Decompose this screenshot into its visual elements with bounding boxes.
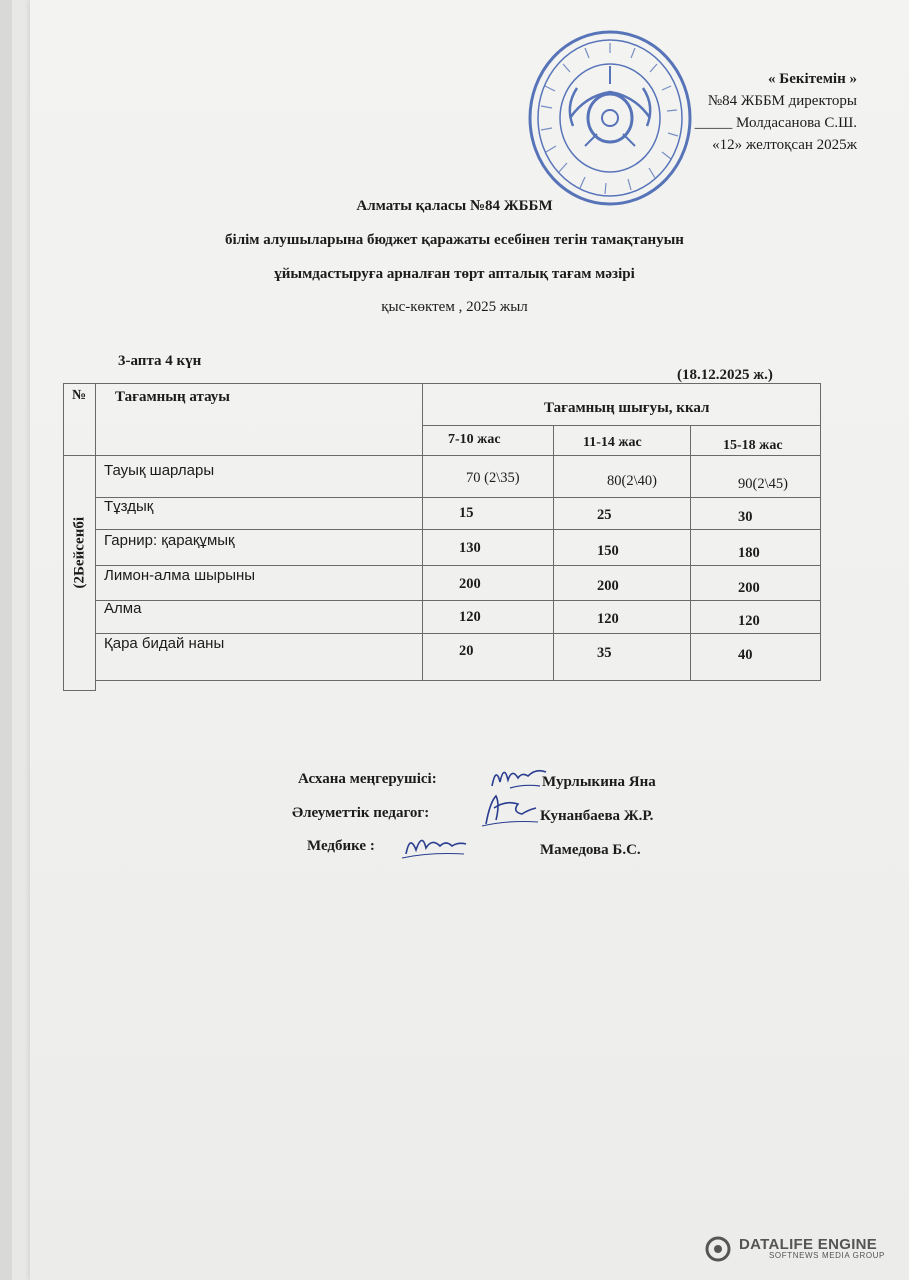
- kcal-15-18: 30: [738, 509, 753, 525]
- kcal-11-14: 150: [597, 543, 619, 559]
- approval-director-name: _____ Молдасанова С.Ш.: [694, 115, 857, 131]
- kcal-15-18: 90(2\45): [738, 476, 788, 492]
- signature-name-social-pedagogue: Кунанбаева Ж.Р.: [540, 808, 654, 824]
- column-header-age-11-14: 11-14 жас: [583, 435, 642, 450]
- kcal-7-10: 130: [459, 540, 481, 556]
- approval-position: №84 ЖББМ директоры: [707, 93, 857, 109]
- kcal-11-14: 120: [597, 611, 619, 627]
- dish-name: Тұздық: [104, 498, 154, 515]
- kcal-15-18: 120: [738, 613, 760, 629]
- dish-name: Қара бидай наны: [104, 635, 225, 652]
- handwritten-signature-nurse: [400, 828, 470, 864]
- column-header-age-15-18: 15-18 жас: [723, 438, 783, 453]
- weekday-label: (2Бейсенбі: [71, 516, 88, 589]
- dish-name: Тауық шарлары: [104, 462, 215, 479]
- document-title-school: Алматы қаласы №84 ЖББМ: [356, 198, 553, 214]
- kcal-11-14: 200: [597, 578, 619, 594]
- kcal-11-14: 25: [597, 507, 612, 523]
- watermark-subtitle: SOFTNEWS MEDIA GROUP: [768, 1251, 885, 1260]
- dish-name: Гарнир: қарақұмық: [104, 532, 235, 549]
- signature-name-canteen-head: Мурлыкина Яна: [542, 774, 656, 790]
- handwritten-signature-social-pedagogue: [478, 790, 542, 832]
- signature-role-nurse: Медбике :: [307, 838, 375, 854]
- kcal-7-10: 70 (2\35): [466, 470, 520, 486]
- document-season: қыс-көктем , 2025 жыл: [381, 299, 528, 315]
- document-title-line3: ұйымдастыруға арналған төрт апталық тағам мәзірі: [274, 266, 635, 282]
- kcal-7-10: 200: [459, 576, 481, 592]
- signature-role-social-pedagogue: Әлеуметтік педагог:: [292, 805, 430, 821]
- watermark: [739, 1236, 885, 1260]
- week-day-label: 3-апта 4 күн: [118, 353, 202, 369]
- signature-role-canteen-head: Асхана меңгерушісі:: [298, 771, 437, 787]
- document-title-line2: білім алушыларына бюджет қаражаты есебінен тегін тамақтануын: [225, 232, 684, 248]
- dish-name: Лимон-алма шырыны: [104, 567, 256, 584]
- approval-heading: « Бекітемін »: [768, 71, 857, 87]
- column-header-age-7-10: 7-10 жас: [448, 432, 501, 447]
- kcal-7-10: 120: [459, 609, 481, 625]
- watermark-logo-icon: [705, 1236, 731, 1262]
- watermark-title: DATALIFE ENGINE: [738, 1236, 878, 1253]
- kcal-15-18: 200: [738, 580, 760, 596]
- handwritten-signature-canteen-head: [488, 758, 552, 794]
- dish-name: Алма: [104, 600, 142, 617]
- kcal-7-10: 15: [459, 505, 474, 521]
- kcal-11-14: 80(2\40): [607, 473, 657, 489]
- column-header-number: №: [72, 388, 87, 403]
- kcal-11-14: 35: [597, 645, 612, 661]
- approval-date: «12» желтоқсан 2025ж: [712, 137, 857, 153]
- signature-name-nurse: Мамедова Б.С.: [540, 842, 641, 858]
- kcal-15-18: 180: [738, 545, 760, 561]
- menu-date: (18.12.2025 ж.): [677, 367, 773, 383]
- official-stamp: [525, 26, 695, 211]
- kcal-15-18: 40: [738, 647, 753, 663]
- approval-block: [695, 68, 857, 156]
- column-header-output: Тағамның шығуы, ккал: [544, 400, 710, 416]
- column-header-dish-name: Тағамның атауы: [115, 389, 231, 405]
- kcal-7-10: 20: [459, 643, 474, 659]
